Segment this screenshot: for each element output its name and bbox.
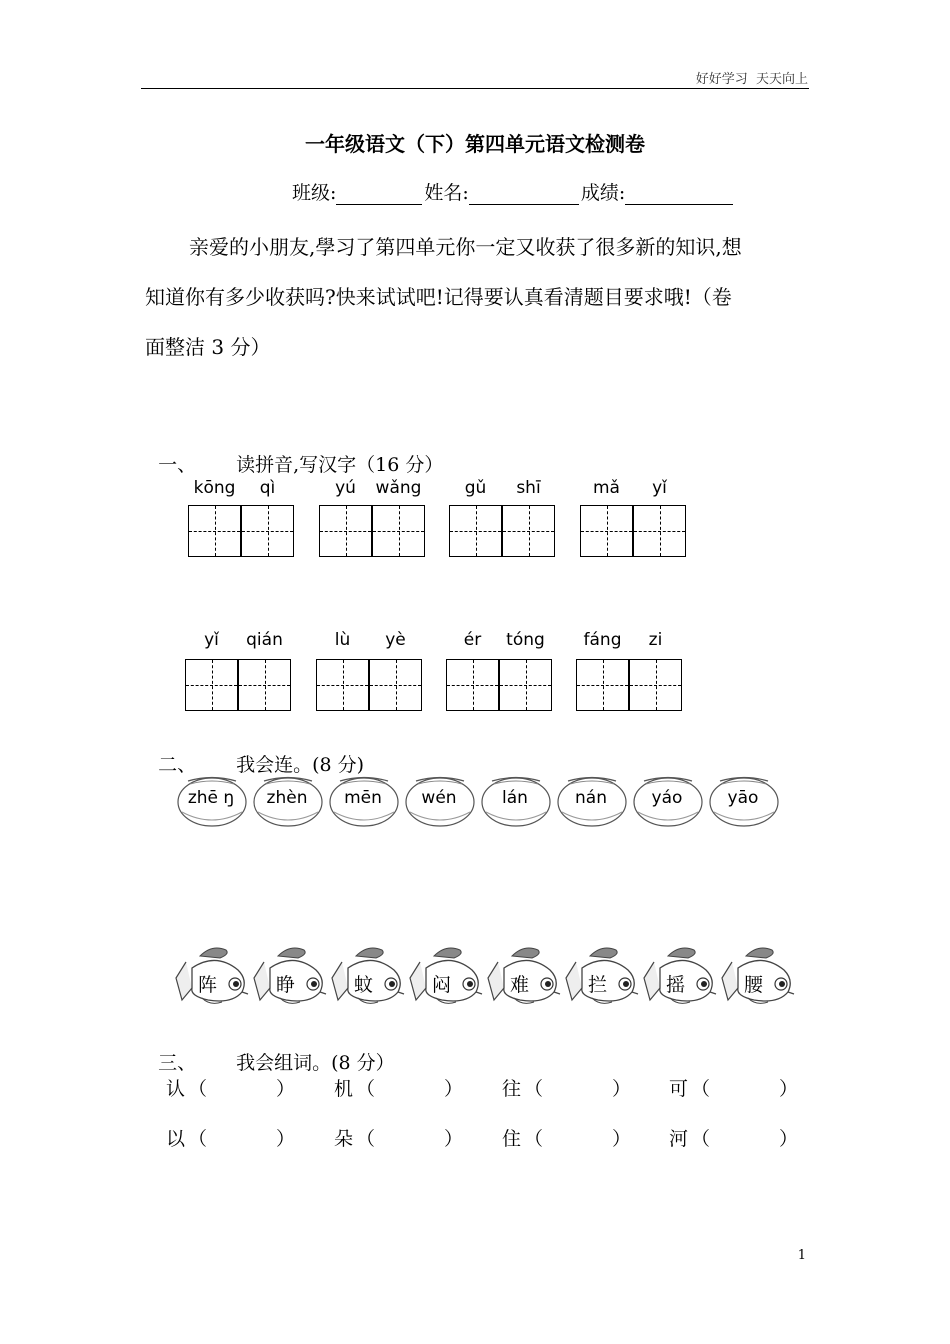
close-paren: ） xyxy=(444,1078,464,1100)
word-char: 可 xyxy=(669,1078,689,1100)
writing-grid-box[interactable] xyxy=(502,505,555,557)
answer-blank[interactable] xyxy=(378,1124,444,1150)
open-paren: （ xyxy=(691,1128,711,1150)
header-motto: 好好学习 天天向上 xyxy=(695,72,808,87)
fish-character: 闷 xyxy=(432,974,452,996)
writing-grid-box[interactable] xyxy=(319,505,372,557)
bowl-pinyin: lán xyxy=(502,788,528,808)
section-number: 一、 xyxy=(158,454,197,476)
open-paren: （ xyxy=(188,1078,208,1100)
pinyin-syllable: shī xyxy=(516,478,541,498)
answer-blank[interactable] xyxy=(713,1074,779,1100)
answer-blank[interactable] xyxy=(713,1124,779,1150)
word-char: 以 xyxy=(166,1128,186,1150)
answer-blank[interactable] xyxy=(546,1124,612,1150)
pinyin-syllable: yú xyxy=(335,478,356,498)
header-rule xyxy=(141,88,809,89)
answer-blank[interactable] xyxy=(546,1074,612,1100)
writing-grid-box[interactable] xyxy=(372,505,425,557)
writing-grid-box[interactable] xyxy=(238,659,291,711)
writing-grid-box[interactable] xyxy=(629,659,682,711)
page-number: 1 xyxy=(797,1248,806,1263)
word-char: 认 xyxy=(166,1078,186,1100)
pinyin-syllable: qián xyxy=(246,630,283,650)
score-label: 成绩: xyxy=(580,182,626,204)
pinyin-syllable: mǎ xyxy=(593,478,620,498)
open-paren: （ xyxy=(356,1078,376,1100)
open-paren: （ xyxy=(524,1128,544,1150)
pinyin-syllable: tóng xyxy=(506,630,545,650)
character-fish[interactable] xyxy=(640,944,714,1008)
pinyin-syllable: yǐ xyxy=(204,630,219,650)
close-paren: ） xyxy=(276,1078,296,1100)
close-paren: ） xyxy=(612,1128,632,1150)
bowl-pinyin: yāo xyxy=(727,788,759,808)
fish-character: 腰 xyxy=(744,974,764,996)
pinyin-syllable: qì xyxy=(259,478,276,498)
pinyin-syllable: yè xyxy=(385,630,406,650)
open-paren: （ xyxy=(524,1078,544,1100)
writing-grid-box[interactable] xyxy=(580,505,633,557)
score-blank[interactable] xyxy=(625,184,733,205)
character-fish[interactable] xyxy=(562,944,636,1008)
close-paren: ） xyxy=(612,1078,632,1100)
character-fish[interactable] xyxy=(172,944,246,1008)
name-blank[interactable] xyxy=(469,184,579,205)
section-title: 读拼音,写汉字（16 分） xyxy=(236,454,444,476)
pinyin-bowl[interactable] xyxy=(328,772,398,826)
writing-grid-box[interactable] xyxy=(499,659,552,711)
pinyin-syllable: lù xyxy=(334,630,351,650)
fish-character: 摇 xyxy=(666,974,686,996)
bowl-pinyin: mēn xyxy=(344,788,382,808)
pinyin-syllable: kōng xyxy=(193,478,236,498)
pinyin-bowl[interactable] xyxy=(632,772,702,826)
fish-character: 难 xyxy=(510,974,530,996)
pinyin-bowl[interactable] xyxy=(176,772,246,826)
page-title: 一年级语文（下）第四单元语文检测卷 xyxy=(305,132,645,156)
open-paren: （ xyxy=(188,1128,208,1150)
intro-paragraph xyxy=(145,222,813,372)
pinyin-syllable: wǎng xyxy=(375,478,422,498)
section-1-heading xyxy=(146,428,443,477)
word-char: 往 xyxy=(502,1078,522,1100)
writing-grid-box[interactable] xyxy=(316,659,369,711)
section-title: 我会组词。(8 分） xyxy=(236,1052,395,1074)
word-char: 河 xyxy=(669,1128,689,1150)
pinyin-syllable: yǐ xyxy=(652,478,667,498)
pinyin-bowl[interactable] xyxy=(708,772,778,826)
pinyin-syllable: gǔ xyxy=(464,478,487,498)
fish-character: 睁 xyxy=(276,974,296,996)
bowl-pinyin: wén xyxy=(421,788,457,808)
bowl-pinyin: zhē ŋ xyxy=(187,788,235,808)
intro-line: 知道你有多少收获吗?快来试试吧!记得要认真看清题目要求哦!（卷 xyxy=(145,285,732,309)
class-blank[interactable] xyxy=(336,184,422,205)
pinyin-syllable: fáng xyxy=(583,630,622,650)
word-char: 机 xyxy=(334,1078,354,1100)
answer-blank[interactable] xyxy=(378,1074,444,1100)
writing-grid-box[interactable] xyxy=(633,505,686,557)
answer-blank[interactable] xyxy=(210,1074,276,1100)
character-fish[interactable] xyxy=(406,944,480,1008)
character-fish[interactable] xyxy=(328,944,402,1008)
writing-grid-box[interactable] xyxy=(185,659,238,711)
writing-grid-box[interactable] xyxy=(188,505,241,557)
writing-grid-box[interactable] xyxy=(449,505,502,557)
pinyin-bowl[interactable] xyxy=(480,772,550,826)
section-number: 二、 xyxy=(158,754,197,776)
section-title: 我会连。(8 分) xyxy=(236,754,365,776)
character-fish[interactable] xyxy=(484,944,558,1008)
character-fish[interactable] xyxy=(718,944,792,1008)
close-paren: ） xyxy=(276,1128,296,1150)
writing-grid-box[interactable] xyxy=(369,659,422,711)
pinyin-bowl[interactable] xyxy=(404,772,474,826)
writing-grid-box[interactable] xyxy=(576,659,629,711)
fish-character: 拦 xyxy=(588,974,608,996)
writing-grid-box[interactable] xyxy=(241,505,294,557)
character-fish[interactable] xyxy=(250,944,324,1008)
writing-grid-box[interactable] xyxy=(446,659,499,711)
section-number: 三、 xyxy=(158,1052,197,1074)
class-label: 班级: xyxy=(292,182,337,204)
fish-character: 阵 xyxy=(198,974,218,996)
close-paren: ） xyxy=(444,1128,464,1150)
bowl-pinyin: nán xyxy=(575,788,607,808)
word-char: 朵 xyxy=(334,1128,354,1150)
student-info-row xyxy=(292,178,735,205)
pinyin-bowl[interactable] xyxy=(252,772,322,826)
answer-blank[interactable] xyxy=(210,1124,276,1150)
bowl-pinyin: yáo xyxy=(651,788,683,808)
close-paren: ） xyxy=(779,1078,799,1100)
pinyin-syllable: ér xyxy=(463,630,482,650)
pinyin-bowl[interactable] xyxy=(556,772,626,826)
open-paren: （ xyxy=(356,1128,376,1150)
intro-line: 面整洁 3 分） xyxy=(145,335,271,359)
intro-line: 亲爱的小朋友,學习了第四单元你一定又收获了很多新的知识,想 xyxy=(189,235,742,259)
name-label: 姓名: xyxy=(424,182,469,204)
open-paren: （ xyxy=(691,1078,711,1100)
section-2-heading xyxy=(146,728,364,777)
fish-character: 蚊 xyxy=(354,974,374,996)
close-paren: ） xyxy=(779,1128,799,1150)
pinyin-syllable: zi xyxy=(648,630,663,650)
bowl-pinyin: zhèn xyxy=(266,788,308,808)
word-char: 住 xyxy=(502,1128,522,1150)
section-3-heading xyxy=(146,1026,395,1075)
